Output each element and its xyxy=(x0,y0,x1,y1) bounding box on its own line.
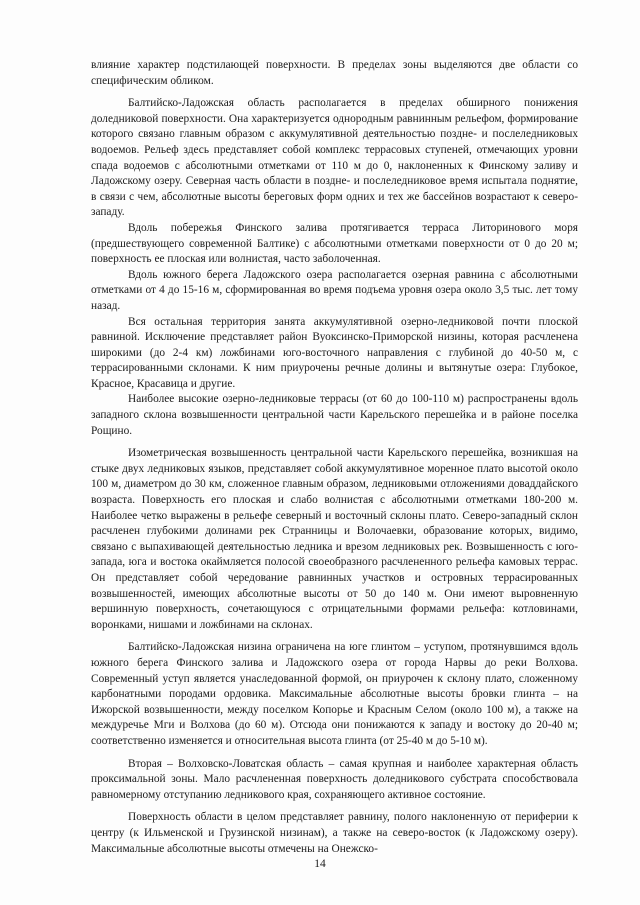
paragraph-high-terraces: Наиболее высокие озерно-ледниковые террасы (от 60 до 100-110 м) распространены вдоль западного склона возвышенности центральной части Карельского перешейка и в районе поселка Рощино. xyxy=(91,393,578,437)
paragraph-glint: Балтийско-Ладожская низина ограничена на юге глинтом – уступом, протянувшимся вдоль южного берега Финского залива и Ладожского озера от города Нарвы до реки Волхова. Современный уступ является унаследованной формой, он приурочен к склону плато, сложенному карбонатными породами ордовика. Максимальные абсолютные высоты бровки глинта – на Ижорской возвышенности, между поселком Копорье и Красным Селом (около 100 м), а также на междуречье Мги и Волхова (до 60 м). Отсюда они понижаются к западу и востоку до 20-40 м; соответственно изменяется и относительная высота глинта (от 25-40 м до 5-10 м). xyxy=(91,641,578,747)
paragraph-glaciolacustrine-plain: Вся остальная территория занята аккумулятивной озерно-ледниковой почти плоской равниной. Исключение представляет район Вуоксинско-Приморской низины, которая расчленена широкими (до 2-4 км) ложбинами юго-восточного направления с глубиной до 40-50 м, с террасированными склонами. К ним приурочены речные долины и вытянутые озера: Глубокое, Красное, Красавица и другие. xyxy=(91,315,578,390)
paragraph-baltic-ladoga-region: Балтийско-Ладожская область располагается в пределах обширного понижения доледниковой поверхности. Она характеризуется однородным равнинным рельефом, формирование которого связано главным образом с аккумулятивной деятельностью поздне- и послеледниковых водоемов. Рельеф здесь представляет собой комплекс террасовых ступеней, отмечающих уровни спада водоемов с абсолютными отметками от 110 м до 0, наклоненных к Финскому заливу и Ладожскому озеру. Северная часть области в поздне- и послеледниковое время испытала поднятие, в связи с чем, абсолютные высоты береговых форм одних и тех же бассейнов возрастают к северо-западу. xyxy=(91,97,578,219)
page-body xyxy=(91,58,578,857)
paragraph-littorina-terrace: Вдоль побережья Финского залива протягивается терраса Литоринового моря (предшествующего современной Балтике) с абсолютными отметками поверхности от 0 до 20 м; поверхность ее плоская или волнистая, часто заболоченная. xyxy=(91,221,578,266)
paragraph-volkhov-lovat-region: Вторая – Волховско-Ловатская область – самая крупная и наиболее характерная область проксимальной зоны. Мало расчлененная поверхность доледникового субстрата способствовала равномерному отступанию ледникового края, сохраняющего активное состояние. xyxy=(91,757,578,801)
paragraph-karelian-upland: Изометрическая возвышенность центральной части Карельского перешейка, возникшая на стыке двух ледниковых языков, представляет собой аккумулятивное моренное плато высотой около 100 м, диаметром до 30 км, сложенное главным образом, ледниковыми отложениями доваддайского возраста. Поверхность его плоская и слабо волнистая с абсолютными отметками 180-200 м. Наиболее четко выражены в рельефе северный и восточный склоны плато. Северо-западный склон расчленен глубокими долинами рек Странницы и Волочаевки, образование которых, видимо, связано с выпахивающей деятельностью ледника и врезом ледниковых рек. Возвышенность с юго-запада, юга и востока окаймляется полосой своеобразного расчлененного рельефа камовых террас. Он представляет собой чередование равнинных участков и островных террасированных возвышенностей, имеющих абсолютные высоты от 50 до 140 м. Они имеют выровненную вершинную поверхность, сочетающуюся с отрицательными формами рельефа: котловинами, воронками, нишами и ложбинами на склонах. xyxy=(91,447,578,631)
paragraph-lake-plain: Вдоль южного берега Ладожского озера располагается озерная равнина с абсолютными отметками от 4 до 15-16 м, сформированная во время подъема уровня озера около 3,5 тыс. лет тому назад. xyxy=(91,268,578,312)
page-number: 14 xyxy=(314,858,326,870)
paragraph-intro: влияние характер подстилающей поверхности. В пределах зоны выделяются две области со специфическим обликом. xyxy=(91,59,578,87)
paragraph-surface-description: Поверхность области в целом представляет равнину, полого наклоненную от периферии к центру (к Ильменской и Грузинской низинам), а также на северо-восток (к Ладожскому озеру). Максимальные абсолютные высоты отмечены на Онежско- xyxy=(91,811,578,855)
